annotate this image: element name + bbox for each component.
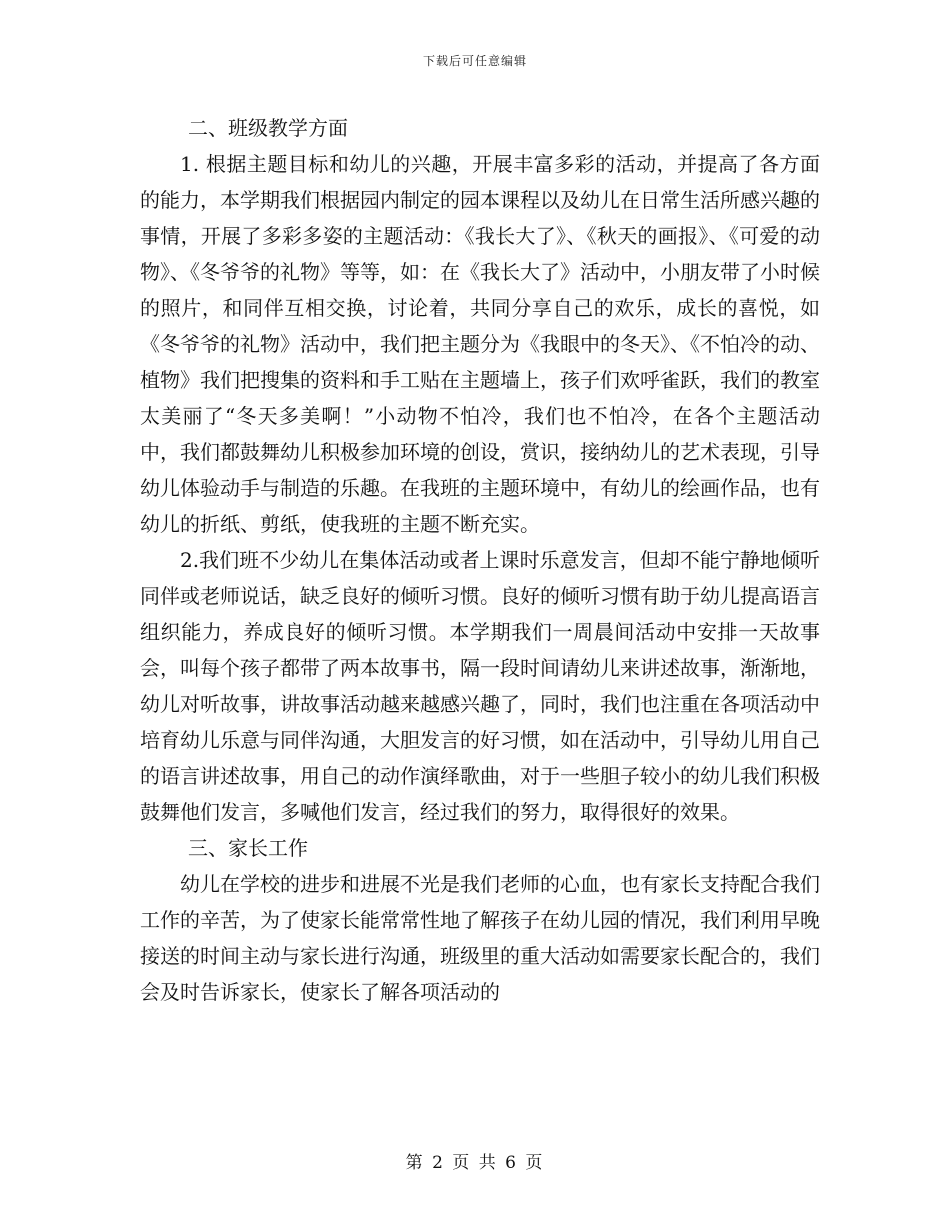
document-body	[140, 110, 820, 1010]
page-number-footer: 第 2 页 共 6 页	[405, 1153, 545, 1173]
paragraph-theme-activities: 1. 根据主题目标和幼儿的兴趣，开展丰富多彩的活动，并提高了各方面的能力，本学期我们根据园内制定的园本课程以及幼儿在日常生活所感兴趣的事情，开展了多彩多姿的主题活动：《我长大了》、《秋天的画报》、《可爱的动物》、《冬爷爷的礼物》等等，如：在《我长大了》活动中，小朋友带了小时候的照片，和同伴互相交换，讨论着，共同分享自己的欢乐，成长的喜悦，如《冬爷爷的礼物》活动中，我们把主题分为《我眼中的冬天》、《不怕冷的动、植物》我们把搜集的资料和手工贴在主题墙上，孩子们欢呼雀跃，我们的教室太美丽了“冬天多美啊！”小动物不怕冷，我们也不怕冷，在各个主题活动中，我们都鼓舞幼儿积极参加环境的创设，赏识，接纳幼儿的艺术表现，引导幼儿体验动手与制造的乐趣。在我班的主题环境中，有幼儿的绘画作品，也有幼儿的折纸、剪纸，使我班的主题不断充实。	[140, 152, 820, 536]
paragraph-parent-communication: 幼儿在学校的进步和进展不光是我们老师的心血，也有家长支持配合我们工作的辛苦，为了使家长能常常性地了解孩子在幼儿园的情况，我们利用早晚接送的时间主动与家长进行沟通，班级里的重大活动如需要家长配合的，我们会及时告诉家长，使家长了解各项活动的	[140, 872, 820, 1004]
paragraph-listening-habits: 2.我们班不少幼儿在集体活动或者上课时乐意发言，但却不能宁静地倾听同伴或老师说话，缺乏良好的倾听习惯。良好的倾听习惯有助于幼儿提高语言组织能力，养成良好的倾听习惯。本学期我们一周晨间活动中安排一天故事会，叫每个孩子都带了两本故事书，隔一段时间请幼儿来讲述故事，渐渐地，幼儿对听故事，讲故事活动越来越感兴趣了，同时，我们也注重在各项活动中培育幼儿乐意与同伴沟通，大胆发言的好习惯，如在活动中，引导幼儿用自己的语言讲述故事，用自己的动作演绎歌曲，对于一些胆子较小的幼儿我们积极鼓舞他们发言，多喊他们发言，经过我们的努力，取得很好的效果。	[140, 548, 820, 824]
page-header: 下载后可任意编辑	[422, 54, 527, 68]
section-heading-class-teaching: 二、班级教学方面	[188, 116, 348, 140]
section-heading-parent-work: 三、家长工作	[188, 836, 308, 860]
